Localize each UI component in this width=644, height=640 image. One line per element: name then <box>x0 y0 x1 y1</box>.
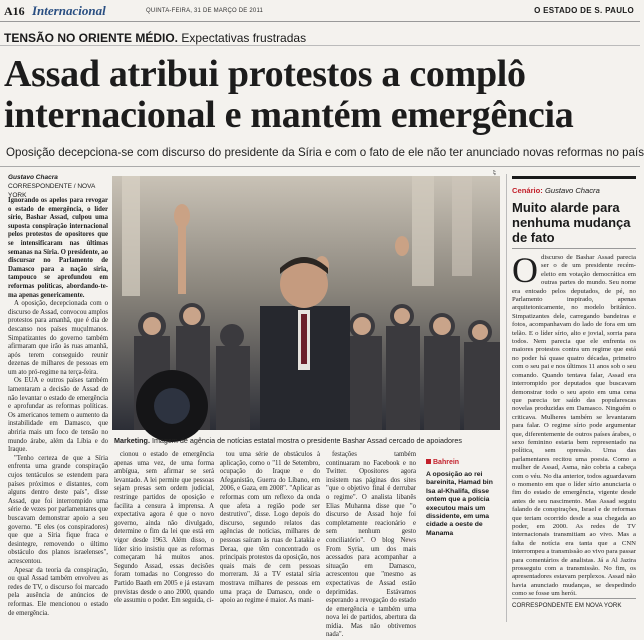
byline-name: Gustavo Chacra <box>8 174 58 181</box>
paragraph: A oposição, decepcionada com o discurso de Assad, convocou amplos protestos para amanhã, que é dia de descanso nos países muçulmanos. Simpatizantes do governo também afirmaram que irão às ruas amanhã, após terem conseguido reunir dezenas de milhares de pessoas em um ato pró-regime na terça-feira. <box>8 300 108 376</box>
paragraph: Os EUA e outros países também lamentaram a decisão de Assad de não levantar o estado de emergência e aprofundar as reformas políticas. Os americanos temem o aumento da instabilidade em Damasco, que abriria mais um foco de tensão no mundo árabe, além da Líbia e do Iraque. <box>8 377 108 454</box>
brief-text: A oposição ao rei bareinita, Hamad bin Isa al-Khalifa, disse ontem que a polícia executou mais um dissidente, em uma cidade a oeste de Manama <box>426 471 493 537</box>
page-number: A16 <box>4 4 25 18</box>
caption-label: Marketing. <box>114 436 150 445</box>
analysis-headline: Muito alarde para nenhuma mudança de fato <box>512 200 631 245</box>
paragraph: tou uma série de obstáculos à aplicação, como o "11 de Setembro, ocupação do Iraque e do Afeganistão, Guerra do Líbano, em 2006, e Gaza, em 2008". "Aplicar as reformas com um reflexo da onda que afeta a região pode ser destrutivo", disse. Logo depois do discurso, segundo relatos das agências de notícias, milhares de pessoas saíram às ruas de Latakia e Deraa, que têm concentrado os principais protestos da oposição, nos quais mais de cem pessoas morreram. Já a TV estatal síria mostrava milhares de pessoas em uma praça de Damasco, onde o apoio ao regime é maior. As mani- <box>220 451 320 605</box>
newspaper-name: O ESTADO DE S. PAULO <box>534 6 634 15</box>
analysis-body <box>512 250 636 598</box>
paragraph: festações também continuaram no Facebook e no Twitter. Opositores agora insistem nas páginas dos sites "que o objetivo final é derrubar o regime". O analista libanês Elias Muhanna disse que "o discurso de Assad hoje foi completamente reacionário e sem nenhum gesto conciliatório". O blog News From Syria, um dos mais acessados para acompanhar a situação em Damasco, acrescentou que "mesmo as expectativas de Assad estão deprimidas. Estávamos esperando a revogação do estado de emergência e também uma nova lei de partidos, abertura da mídia. Mas não obtivemos nada". <box>326 451 416 639</box>
article-column-2 <box>114 451 214 627</box>
headline: Assad atribui protestos a complô internacional e mantém emergência <box>4 53 574 136</box>
analysis-label <box>512 186 600 195</box>
photo-credit: AP <box>492 170 497 176</box>
kicker <box>4 31 306 45</box>
photo-caption <box>114 436 500 445</box>
photo-illustration <box>112 176 500 430</box>
subheadline: Oposição decepciona-se com discurso do presidente da Síria e com o fato de ele não ter anunciado novas reformas no país <box>6 146 644 159</box>
bahrein-brief <box>426 451 498 538</box>
article-lead: Ignorando os apelos para revogar o estado de emergência, o líder sírio, Bashar Assad, culpou uma suposta conspiração internacional pelos protestos de opositores que se intensificaram nas últimas semanas na Síria. O presidente, ao discursar no Parlamento de Damasco para a nação síria, tampouco se aprofundou em reformas políticas, abordando-te-ma apenas genericamente. <box>8 197 108 299</box>
news-photo[interactable] <box>112 176 500 430</box>
paragraph: cionou o estado de emergência apenas uma vez, de uma forma ambígua, sem afirmar se será levantado. A lei permite que pessoas sejam presas sem ordem judicial, restringe partidos de oposição e facilita a censura à imprensa. A expectativa agora é que o novo governo, ainda não divulgado, determine o fim da lei que está em vigor desde 1963. Além disso, o líder sírio insistiu que as reformas começaram há muitos anos. Segundo Assad, essas decisões foram tomadas no Congresso do Partido Baath em 2005 e já estavam previstas desde o ano 2000, quando ele assumiu o poder. Em seguida, ci- <box>114 451 214 605</box>
article-column-3 <box>220 451 320 627</box>
byline <box>8 173 108 200</box>
dropcap: O <box>512 250 538 290</box>
byline-role: CORRESPONDENTE / NOVA YORK <box>8 183 95 199</box>
caption-text: Imagem de agência de notícias estatal mostra o presidente Bashar Assad cercado de apoiadores <box>151 436 463 445</box>
analysis-text: discurso de Bashar Assad parecia ser o de um presidente recém-eleito em votação democrática em outras partes do mundo. Seu nome era entoado pelos deputados, de pé, no Parlamento inspirado, apenas arquitetonicamente, no modelo britânico. Simpatizantes dele, carregando bandeiras e fotos, acompanhavam do lado de fora em um telão. E o líder sírio, alto e jovial, sorria para todos. Nem parecia que ele enfrenta os maiores protestos contra um regime que está no poder há quase quatro décadas, primeiro com o seu pai e nos últimos 11 anos sob o seu comando. Quando tentava falar, Assad era interrompido por deputados que buscavam demonstrar todo o seu apoio em uma cena que parecia ter saído das popularescas novelas produzidas em Damasco. Ninguém o criticava. Mulheres também se levantaram para falar. O regime sírio pode argumentar que, diferentemente de outros países árabes, o sexo feminino estaria bem representado na política, sem opressão. Uma das parlamentares recitou uma poesia. Como a mulher de Assad, Asma, não cobria a cabeça com o véu. No dia anterior, todos aguardavam o momento em que o líder sírio anunciaria o fim do estado de emergência, vigente desde antes de seu nascimento. Mas Assad seguiu falando de conspirações, Israel e de reformas que teriam ocorrido desde a sua chegada ao poder, em 2000. As redes de TV internacionais transmitiam ao vivo. Mas a falta de notícia era tanta que a CNN interrompeu a transmissão ao vivo para passar para comentários de analistas. Já a Al Jazira prosseguiu com a transmissão. No fim, os apresentadores estavam perplexos. Assad não havia anunciado mudanças, se despedindo como se fosse um herói. <box>512 254 636 598</box>
analysis-footer: CORRESPONDENTE EM NOVA YORK <box>512 598 636 609</box>
bullet-icon <box>426 459 431 464</box>
paragraph: Apesar da teoria da conspiração, ou qual Assad também envolveu as redes de TV, o discurso foi marcado pela ausência de anúncios de reformas. Ele mencionou o estado de emergência. <box>8 566 108 617</box>
box-top-rule <box>512 176 636 179</box>
analysis-tag: Cenário: <box>512 186 543 195</box>
divider <box>512 248 636 249</box>
article-column-4 <box>326 451 416 639</box>
article-column-1 <box>8 197 108 625</box>
paragraph: "Tenho certeza de que a Síria enfrenta uma grande conspiração cujos tentáculos se estendem para países próximos e distantes, com alguns dentro deste país", disse Assad, que foi interrompido uma série de vezes por parlamentares que buscavam demonstrar apoio a seu governo. "E eles (os conspiradores) que que a Síria fique fraca e desintegre, removendo o último obstáculo dos planos israelenses", acrescentou. <box>8 454 108 565</box>
section-name[interactable]: Internacional <box>32 3 106 18</box>
issue-date: QUINTA-FEIRA, 31 DE MARÇO DE 2011 <box>146 8 264 14</box>
kicker-sub: Expectativas frustradas <box>181 31 307 45</box>
divider <box>0 166 640 167</box>
brief-title: Bahrein <box>433 459 460 466</box>
analysis-author: Gustavo Chacra <box>544 186 600 195</box>
kicker-label: TENSÃO NO ORIENTE MÉDIO. <box>4 31 179 45</box>
